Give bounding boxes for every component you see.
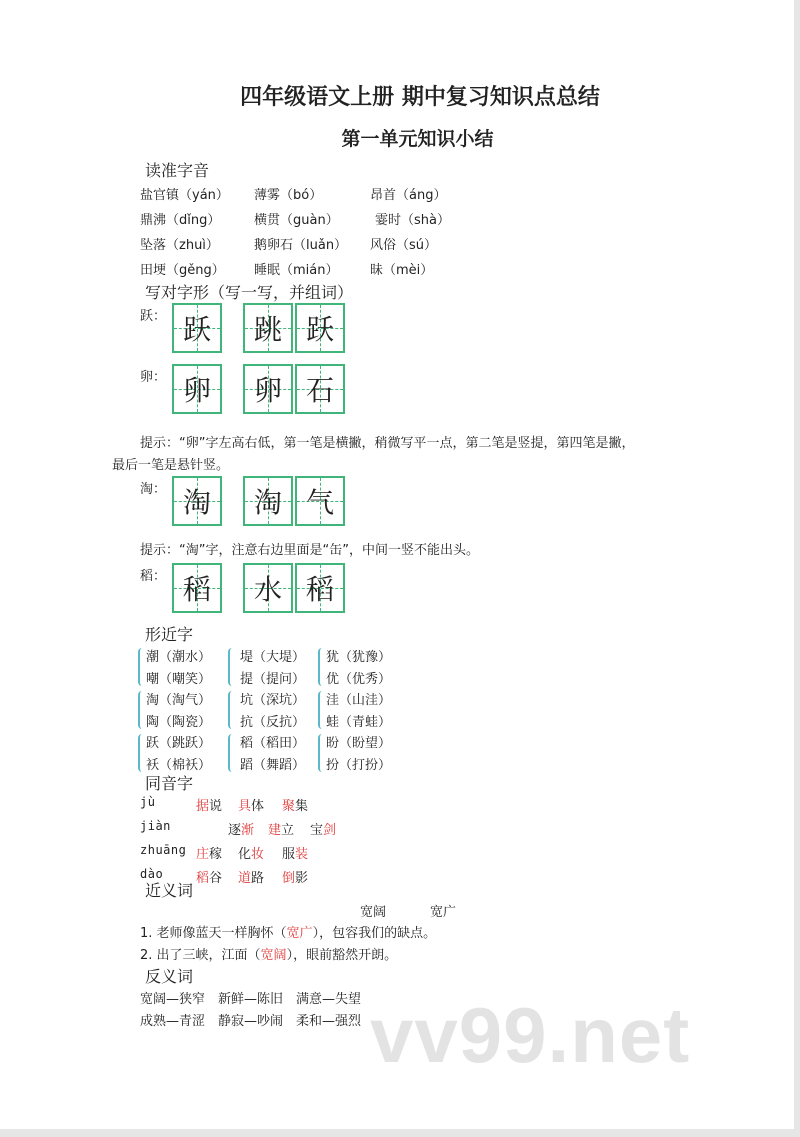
tip-1: 提示：“卵”字左高右低，第一笔是横撇，稍微写平一点，第二笔是竖提，第四笔是撇， [140, 436, 635, 451]
homophone-pinyin: zhuāng [140, 843, 187, 857]
pronunciation-item: 昂首（áng） [370, 188, 447, 203]
synonym-sentence-2: 2. 出了三峡，江面（宽阔），眼前豁然开朗。 [140, 948, 398, 963]
brace-icon [138, 648, 144, 686]
pronunciation-item: 霎时（shà） [375, 213, 450, 228]
synonym-sentence-1: 1. 老师像蓝天一样胸怀（宽广），包容我们的缺点。 [140, 926, 437, 941]
writing-grid-cell: 卵 [243, 364, 293, 414]
similar-char-item: 蹈（舞蹈） [240, 757, 306, 773]
pronunciation-item: 横贯（guàn） [254, 213, 339, 228]
homophone-word: 倒影 [282, 871, 309, 886]
writing-grid-cell: 石 [295, 364, 345, 414]
homophone-word: 建立 [268, 823, 295, 838]
section-antonyms: 反义词 [145, 967, 194, 986]
section-synonyms: 近义词 [145, 881, 194, 900]
writing-label: 卵： [140, 370, 167, 385]
similar-char-item: 抗（反抗） [240, 714, 306, 730]
homophone-word: 逐渐 [228, 823, 255, 838]
watermark: vv99.net [370, 991, 691, 1079]
homophone-word: 据说 [196, 799, 223, 814]
homophone-word: 具体 [238, 799, 265, 814]
section-pronunciation: 读准字音 [145, 161, 210, 180]
pronunciation-item: 风俗（sú） [370, 238, 438, 253]
section-writing: 写对字形（写一写，并组词） [145, 283, 354, 302]
pronunciation-item: 田埂（gěng） [140, 263, 225, 278]
similar-char-item: 淘（淘气） [146, 693, 212, 708]
similar-char-item: 袄（棉袄） [146, 757, 212, 773]
pronunciation-item: 鼎沸（dǐng） [140, 213, 221, 228]
writing-grid-cell: 稻 [295, 563, 345, 613]
antonym-row: 宽阔—狭窄 新鲜—陈旧 满意—失望 [140, 992, 362, 1007]
writing-grid-cell: 跳 [243, 303, 293, 353]
writing-label: 稻： [140, 569, 167, 584]
similar-char-item: 陶（陶瓷） [146, 714, 212, 730]
homophone-pinyin: dào [140, 867, 164, 881]
section-similar: 形近字 [145, 625, 194, 644]
page-bottom [0, 1129, 800, 1137]
similar-char-item: 跃（跳跃） [146, 736, 212, 751]
homophone-pinyin: jiàn [140, 819, 171, 833]
writing-grid-cell: 卵 [172, 364, 222, 414]
similar-char-item: 洼（山洼） [326, 693, 392, 708]
writing-grid-cell: 水 [243, 563, 293, 613]
similar-char-item: 扮（打扮） [326, 757, 392, 773]
tip-1-cont: 最后一笔是悬针竖。 [112, 458, 230, 473]
similar-char-item: 堤（大堤） [240, 650, 306, 665]
homophone-word: 聚集 [282, 799, 309, 814]
similar-char-item: 提（提问） [240, 671, 306, 687]
brace-icon [228, 734, 234, 772]
homophone-word: 宝剑 [310, 823, 337, 838]
antonym-row: 成熟—青涩 静寂—吵闹 柔和—强烈 [140, 1014, 362, 1029]
similar-char-item: 坑（深坑） [240, 693, 306, 708]
homophone-word: 服装 [282, 847, 309, 862]
pronunciation-item: 薄雾（bó） [254, 188, 323, 203]
pronunciation-item: 坠落（zhuì） [140, 238, 219, 253]
synonym-option: 宽阔 [360, 905, 387, 920]
homophone-pinyin: jù [140, 795, 156, 809]
brace-icon [138, 734, 144, 772]
writing-grid-cell: 稻 [172, 563, 222, 613]
similar-char-item: 蛙（青蛙） [326, 714, 392, 730]
writing-grid-cell: 跃 [172, 303, 222, 353]
similar-char-item: 嘲（嘲笑） [146, 671, 212, 687]
similar-char-item: 盼（盼望） [326, 736, 392, 751]
brace-icon [318, 734, 324, 772]
writing-grid-cell: 跃 [295, 303, 345, 353]
homophone-word: 庄稼 [196, 847, 223, 862]
pronunciation-item: 盐官镇（yán） [140, 188, 229, 203]
synonym-option: 宽广 [430, 905, 457, 920]
similar-char-item: 潮（潮水） [146, 650, 212, 665]
homophone-word: 化妆 [238, 847, 265, 862]
page-title: 四年级语文上册 期中复习知识点总结 [240, 85, 600, 110]
writing-grid-cell: 淘 [172, 476, 222, 526]
section-homophones: 同音字 [145, 774, 194, 793]
homophone-word: 道路 [238, 871, 265, 886]
writing-grid-cell: 淘 [243, 476, 293, 526]
similar-char-item: 犹（犹豫） [326, 650, 392, 665]
writing-grid-cell: 气 [295, 476, 345, 526]
pronunciation-item: 昧（mèi） [370, 263, 434, 278]
homophone-word: 稻谷 [196, 871, 223, 886]
brace-icon [228, 648, 234, 686]
brace-icon [318, 691, 324, 729]
brace-icon [318, 648, 324, 686]
page-edge [794, 0, 800, 1137]
pronunciation-item: 鹅卵石（luǎn） [254, 238, 348, 253]
brace-icon [228, 691, 234, 729]
tip-2: 提示：“淘”字，注意右边里面是“缶”，中间一竖不能出头。 [140, 543, 479, 558]
brace-icon [138, 691, 144, 729]
similar-char-item: 优（优秀） [326, 671, 392, 687]
page-subtitle: 第一单元知识小结 [341, 128, 494, 150]
writing-label: 淘： [140, 482, 167, 497]
similar-char-item: 稻（稻田） [240, 736, 306, 751]
writing-label: 跃： [140, 309, 167, 324]
pronunciation-item: 睡眠（mián） [254, 263, 339, 278]
